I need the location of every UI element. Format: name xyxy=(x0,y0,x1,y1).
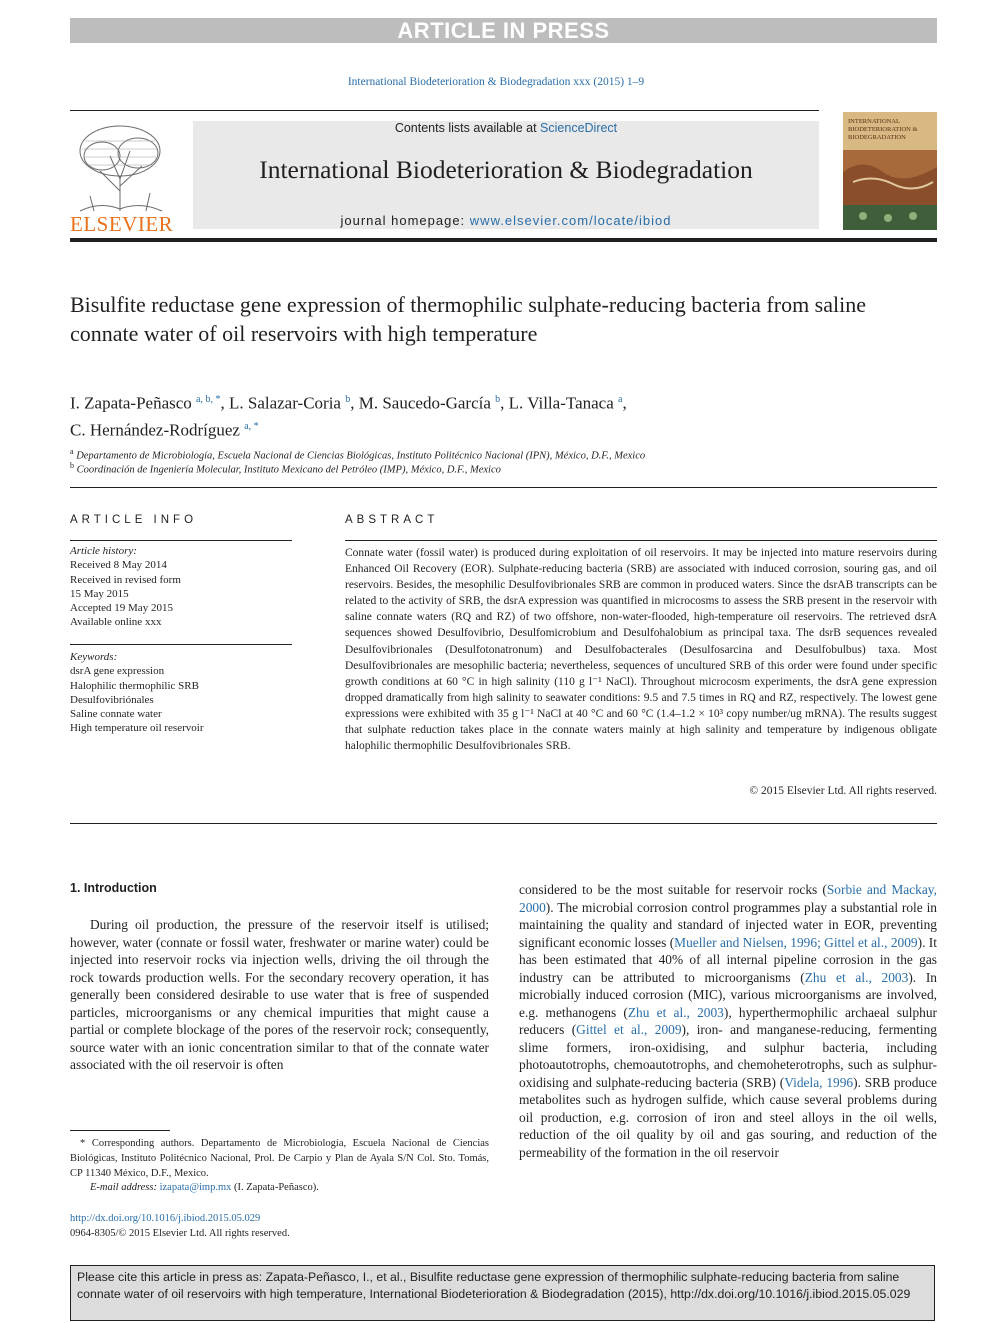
issn-line: 0964-8305/© 2015 Elsevier Ltd. All rights reserved. xyxy=(70,1228,290,1239)
reference-link[interactable]: Mueller and Nielsen, 1996; Gittel et al., 2009 xyxy=(674,934,918,950)
keyword-item: dsrA gene expression xyxy=(70,665,165,678)
body-text: ). In microbially induced corrosion (MIC), various microorganisms are involved, e.g. methanogens ( xyxy=(519,969,938,1020)
author-name: L. Villa-Tanaca xyxy=(508,393,618,413)
corresponding-author-footnote xyxy=(70,1137,489,1196)
reference-link[interactable]: Videla, 1996 xyxy=(784,1074,854,1090)
body-text: ), hyperthermophilic archaeal sulphur reducers ( xyxy=(519,1004,938,1037)
abstract-rule xyxy=(345,540,937,541)
intro-right-column xyxy=(519,881,937,1161)
sciencedirect-link[interactable]: ScienceDirect xyxy=(540,121,618,135)
affiliation-text: Departamento de Microbiología, Escuela Nacional de Ciencias Biológicas, Instituto Politécnico Nacional (IPN), México, D.F., Mexico xyxy=(76,450,646,462)
homepage-prefix: journal homepage: xyxy=(340,213,470,228)
email-label: E-mail address: xyxy=(90,1182,157,1194)
keyword-item: Saline connate water xyxy=(70,708,162,721)
footnote-rule xyxy=(70,1130,170,1131)
author-affiliation-marker[interactable]: b xyxy=(345,394,351,405)
author-affiliation-marker[interactable]: a, * xyxy=(244,420,259,432)
contents-line xyxy=(193,121,819,135)
intro-paragraph: During oil production, the pressure of the reservoir itself is utilised; however, water (connate or fossil water, freshwater or marine water) could be injected into reservoir rocks via injection wells, driving the oil through the rock towards production wells. For the secondary recovery operation, it has generally been considered desirable to use water that is free of suspended particles, microorganisms or any chemical impurities that might cause a partial or complete blockage of the pores of the reservoir rock; consequently, source water with an ionic concentration similar to that of the connate water associated with the oil reservoir is often xyxy=(70,917,489,1072)
author-name: I. Zapata-Peñasco xyxy=(70,393,197,413)
article-history xyxy=(70,544,292,630)
affiliation-key: a xyxy=(70,447,74,456)
journal-homepage xyxy=(193,213,819,228)
author-separator: , xyxy=(500,393,509,413)
author-separator: , xyxy=(350,393,359,413)
author-separator: , xyxy=(220,393,229,413)
section-heading-introduction: 1. Introduction xyxy=(70,881,157,895)
article-info-rule xyxy=(70,540,292,541)
homepage-link[interactable]: www.elsevier.com/locate/ibiod xyxy=(469,213,672,228)
header-rule xyxy=(70,487,937,488)
article-in-press-banner: ARTICLE IN PRESS xyxy=(70,18,937,43)
journal-cite-line[interactable]: International Biodeterioration & Biodegradation xxx (2015) 1–9 xyxy=(347,76,645,88)
author-affiliation-marker[interactable]: a, b, * xyxy=(196,394,221,405)
history-item: Received in revised form xyxy=(70,573,181,586)
elsevier-wordmark: ELSEVIER xyxy=(70,212,174,236)
abstract-bottom-rule xyxy=(70,823,937,824)
top-rule xyxy=(70,110,819,111)
abstract-copyright: © 2015 Elsevier Ltd. All rights reserved. xyxy=(749,785,937,797)
author-affiliation-marker[interactable]: b xyxy=(495,394,501,405)
keyword-item: Halophilic thermophilic SRB xyxy=(70,679,199,692)
history-item: Accepted 19 May 2015 xyxy=(70,602,173,615)
abstract-text: Connate water (fossil water) is produced during exploitation of oil reservoirs. It may be injected into mature reservoirs during Enhanced Oil Recovery (EOR). Sulphate-reducing bacteria (SRB) are associated with induced corrosion, souring gas, and oil reservoirs. Besides, the mesophilic Desulfovibrionales SRB are common in produced waters. Since the dsrAB transcripts can be related to the activity of SRB, the dsrA expression was quantified in microcosms to assess the SRB present in the reservoir with saline connate waters (RQ and RZ) of two offshore, non-water-flooded, high-temperature oil reservoirs. The retrieved dsrA sequences showed Desulfovibrio, Desulfomicrobium and Desulfohalobium as principal taxa. The dsrB sequences revealed Desulfovibrionales (Desulfotonatronum) and Desulfobacterales (Desulfosarcina and Desulfobulbus) taxa. Most Desulfovibrionales are mesophilic bacteria; nevertheless, sequences of uncultured SRB of this order were found under specific growth conditions at 60 °C in high salinity (110 g l⁻¹ NaCl). Throughout microcosm experiments, the dsrA gene expression dropped dramatically from high salinity to seawater conditions: 9.5 and 7.5 times in RQ and RZ, respectively. The lowest gene expressions were exhibited with 35 g l⁻¹ NaCl at 40 °C and 60 °C (1.4–1.2 × 10³ copy number/ug mRNA). The results suggest that sulphate reduction takes place in the connate waters mainly at high salinity and temperature by indigenous obligate halophilic thermophilic Desulfovibrionales SRB. xyxy=(345,547,937,753)
keyword-item: Desulfovibriónales xyxy=(70,693,154,706)
author-name: M. Saucedo-García xyxy=(358,393,496,413)
reference-link[interactable]: Zhu et al., 2003 xyxy=(804,969,909,985)
author-separator: , xyxy=(622,393,627,413)
history-item: Available online xxx xyxy=(70,616,162,629)
abstract-heading: ABSTRACT xyxy=(345,514,439,526)
doi-block xyxy=(70,1211,489,1241)
article-info-heading: ARTICLE INFO xyxy=(70,514,198,526)
history-item: 15 May 2015 xyxy=(70,587,129,600)
body-text: ), iron- and manganese-reducing, fermenting slime formers, iron-oxidising, and sulphur bacteria, including photoautotrophs, chemoautotrophs, and chemoheterotrophs, such as sulphur-oxidising and sulphate-reducing bacteria (SRB) ( xyxy=(519,1022,937,1090)
cover-title: INTERNATIONAL BIODETERIORATION & BIODEGRADATION xyxy=(848,118,918,141)
body-text: ). It has been estimated that 40% of all internal pipeline corrosion in the gas industry can be attributed to microorganisms ( xyxy=(519,934,937,985)
history-label: Article history: xyxy=(70,545,137,557)
body-text: ). SRB produce metabolites such as hydrogen sulfide, which cause several problems during oil production, e.g. corrosion of iron and steel alloys in the oil wells, reduction of the oil quality by oil and gas souring, and reduction of the permeability of the formation in the oil reservoir xyxy=(519,1074,937,1160)
email-owner: (I. Zapata-Peñasco). xyxy=(234,1182,319,1194)
author-affiliation-marker[interactable]: a xyxy=(618,394,623,405)
author-name: C. Hernández-Rodríguez xyxy=(70,420,245,440)
masthead-rule xyxy=(70,238,937,242)
journal-title: International Biodeterioration & Biodegradation xyxy=(259,155,753,184)
body-text: ). The microbial corrosion control programmes play a substantial role in maintaining the quality and standard of injected water in EOR, preventing significant economic losses ( xyxy=(519,899,937,950)
keyword-item: High temperature oil reservoir xyxy=(70,722,204,735)
citation-box: Please cite this article in press as: Zapata-Peñasco, I., et al., Bisulfite reductase gene expression of thermophilic sulphate-reducing bacteria from saline connate water of oil reservoirs with high temperature, International Biodeterioration & Biodegradation (2015), http://dx.doi.org/10.1016/j.ibiod.2015.05.029 xyxy=(70,1265,935,1321)
intro-left-column xyxy=(70,916,489,1074)
affiliation-b xyxy=(70,459,930,478)
author-name: L. Salazar-Coria xyxy=(228,393,346,413)
doi-link[interactable]: http://dx.doi.org/10.1016/j.ibiod.2015.05.029 xyxy=(70,1213,261,1224)
author-list xyxy=(70,388,930,441)
keywords-label: Keywords: xyxy=(70,651,118,663)
affiliation-key: b xyxy=(70,461,74,470)
keywords-rule xyxy=(70,644,292,645)
article-title: Bisulfite reductase gene expression of thermophilic sulphate-reducing bacteria from saline connate water of oil reservoirs with high temperature xyxy=(70,292,866,346)
reference-link[interactable]: Zhu et al., 2003 xyxy=(627,1004,724,1020)
contents-prefix: Contents lists available at xyxy=(394,121,541,135)
email-link[interactable]: izapata@imp.mx xyxy=(159,1182,232,1194)
body-text: considered to be the most suitable for reservoir rocks ( xyxy=(519,882,827,897)
history-item: Received 8 May 2014 xyxy=(70,559,167,572)
keywords xyxy=(70,650,292,736)
reference-link[interactable]: Sorbie and Mackay, 2000 xyxy=(519,882,937,915)
corresponding-text: * Corresponding authors. Departamento de Microbiología, Escuela Nacional de Ciencias Biológicas, Instituto Politécnico Nacional, Prol. De Carpio y Plan de Ayala S/N Col. Sto. Tomás, CP 11340 México, D.F., Mexico. xyxy=(70,1138,489,1179)
affiliation-text: Coordinación de Ingeniería Molecular, Instituto Mexicano del Petróleo (IMP), México, D.F., Mexico xyxy=(76,464,501,476)
reference-link[interactable]: Gittel et al., 2009 xyxy=(576,1022,682,1037)
